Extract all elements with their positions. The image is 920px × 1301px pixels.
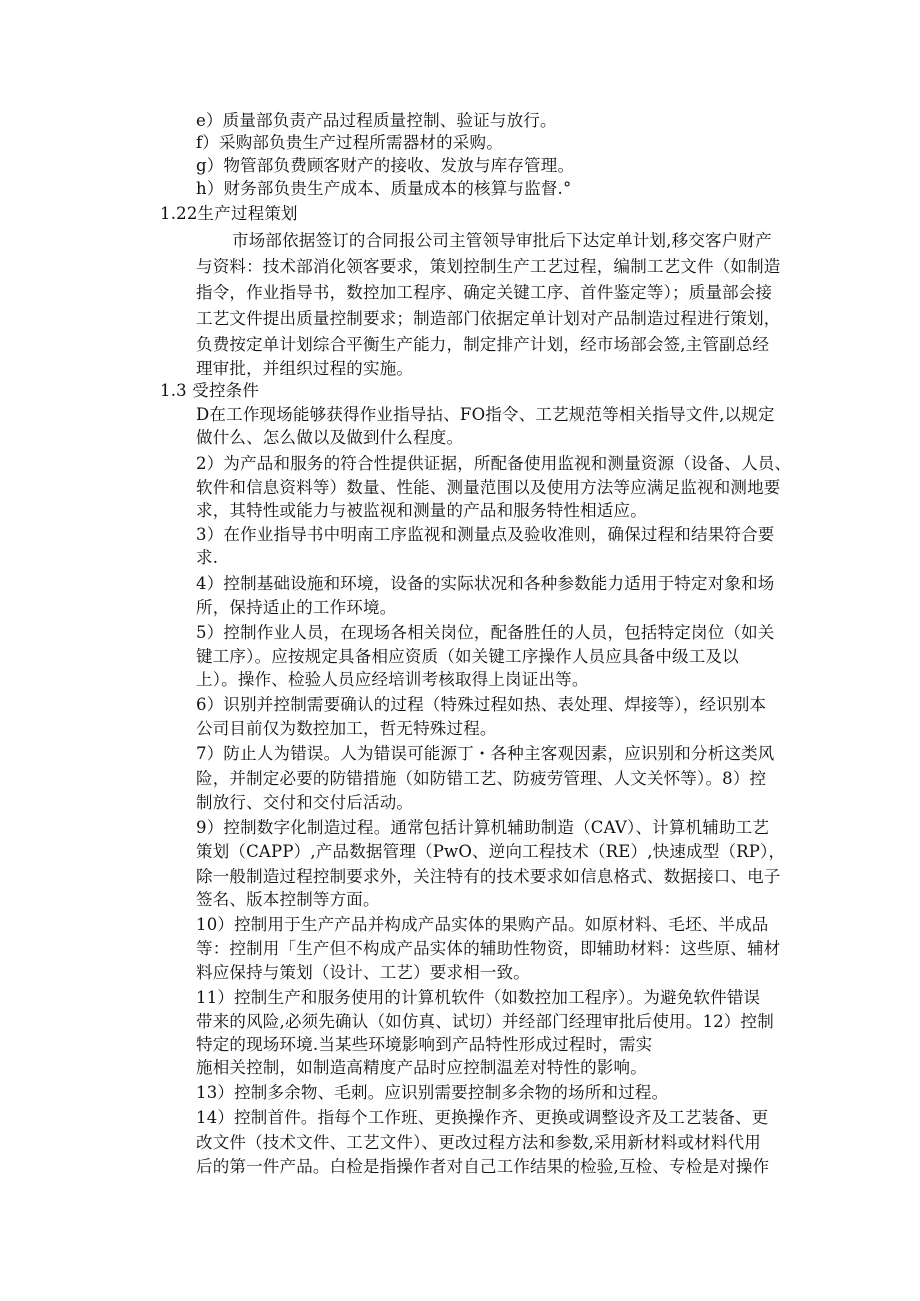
section-heading-1-3: 1.3 受控条件 [160,381,260,400]
paragraph-line: 市场部依据签订的合同报公司主管领导审批后下达定单计划,移交客户财产 [232,231,772,250]
paragraph-line: 4）控制基础设施和环境，设备的实际状况和各种参数能力适用于特定对象和场 [196,574,775,593]
section-heading-1-22: 1.22生产过程策划 [160,204,298,223]
paragraph-line: 软件和信息资料等）数量、性能、测量范围以及使用方法等应满足监视和测地要 [196,478,781,497]
paragraph-line: 求，其特性或能力与被监视和测量的产品和服务特性相适应。 [196,501,647,520]
paragraph-line: 施相关控制，如制造高精度产品时应控制温差对特性的影响。 [196,1058,647,1077]
paragraph-line: 特定的现场环境.当某些环境影响到产品特性形成过程时，需实 [196,1035,653,1054]
paragraph-line: 除一般制造过程控制要求外，关注特有的技术要求如信息格式、数据接口、电子 [196,867,781,886]
paragraph-line: 14）控制首件。指每个工作班、更换操作齐、更换或调整设齐及工艺装备、更 [196,1108,769,1127]
paragraph-line: 公司目前仅为数控加工，哲无特殊过程。 [196,719,497,738]
paragraph-line: 3）在作业指导书中明南工序监视和测量点及验收准则，确保过程和结果符合要 [196,525,775,544]
paragraph-line: 签名、版本控制等方面。 [196,890,380,909]
list-item-h: h）财务部负贵生产成本、质量成本的核算与监督.° [196,179,572,198]
paragraph-line: 键工序）。应按规定具备相应资质（如关键工序操作人员应具备中级工及以 [196,647,739,666]
paragraph-line: 带来的风险,必须先确认（如仿真、试切）并经部门经理审批后使用。12）控制 [196,1012,774,1031]
paragraph-line: 理审批，并组织过程的实施。 [196,359,414,378]
paragraph-line: 6）识别并控制需要确认的过程（特殊过程如热、表处理、焊接等），经识别本 [196,695,767,714]
paragraph-line: 改文件（技术文件、工艺文件）、更改过程方法和参数,采用新材料或材料代用 [196,1133,761,1152]
paragraph-line: 7）防止人为错误。人为错误可能源丁・各种主客观因素，应识别和分析这类风 [196,744,775,763]
paragraph-line: 等：控制用「生产但不构成产品实体的辅助性物资，即辅助材料：这些原、辅材 [196,939,781,958]
paragraph-line: 5）控制作业人员，在现场各相关岗位，配备胜任的人员，包括特定岗位（如关 [196,623,775,642]
paragraph-line: 求. [196,548,219,567]
paragraph-line: 2）为产品和服务的符合性提供证据，所配备使用监视和测量资源（设备、人员、 [196,454,792,473]
list-item-e: e）质量部负责产品过程质量控制、验证与放行。 [196,111,557,130]
paragraph-line: 险，并制定必要的防错措施（如防错工艺、防疲劳管理、人文关怀等）。8）控 [196,769,767,788]
paragraph-line: 11）控制生产和服务使用的计算机软件（如数控加工程序）。为避免软件错误 [196,988,761,1007]
paragraph-line: 制放行、交付和交付后活动。 [196,793,414,812]
paragraph-line: 10）控制用于生产产品并构成产品实体的果购产品。如原材料、毛坯、半成品 [196,915,769,934]
paragraph-line: 后的第一件产品。白检是指操作者对自己工作结果的检验,互检、专检是对操作 [196,1157,770,1176]
paragraph-line: 9）控制数字化制造过程。通常包括计算机辅助制造（CAV）、计算机辅助工艺 [196,818,770,837]
paragraph-line: 负费按定单计划综合平衡生产能力，制定排产计划，经市场部会签,主管副总经 [196,335,770,354]
paragraph-line: 指令，作业指导书，数控加工程序、确定关键工序、首件鉴定等）；质量部会接 [196,283,773,302]
paragraph-line: 所，保持适止的工作环境。 [196,598,397,617]
list-item-g: g）物管部负费顾客财产的接收、发放与库存管理。 [196,156,575,175]
paragraph-line: D在工作现场能够获得作业指导拈、FO指令、工艺规范等相关指导文件,以规定 [196,405,775,424]
list-item-f: f）采购部负贵生产过程所需器材的采购。 [196,133,503,152]
paragraph-line: 工艺文件提出质量控制要求；制造部门依据定单计划对产品制造过程进行策划， [196,309,781,328]
paragraph-line: 料应保持与策划（设计、工艺）要求相一致。 [196,963,530,982]
paragraph-line: 做什么、怎么做以及做到什么程度。 [196,428,464,447]
paragraph-line: 上）。操作、检验人员应经培训考核取得上岗证出等。 [196,670,589,689]
paragraph-line: 策划（CAPP）,产品数据管理（PwO、逆向工程技术（RE）,快速成型（RP）， [196,842,786,861]
paragraph-line: 与资料：技术部消化领客要求，策划控制生产工艺过程，编制工艺文件（如制造 [196,257,781,276]
paragraph-line: 13）控制多余物、毛刺。应识别需要控制多余物的场所和过程。 [196,1083,669,1102]
